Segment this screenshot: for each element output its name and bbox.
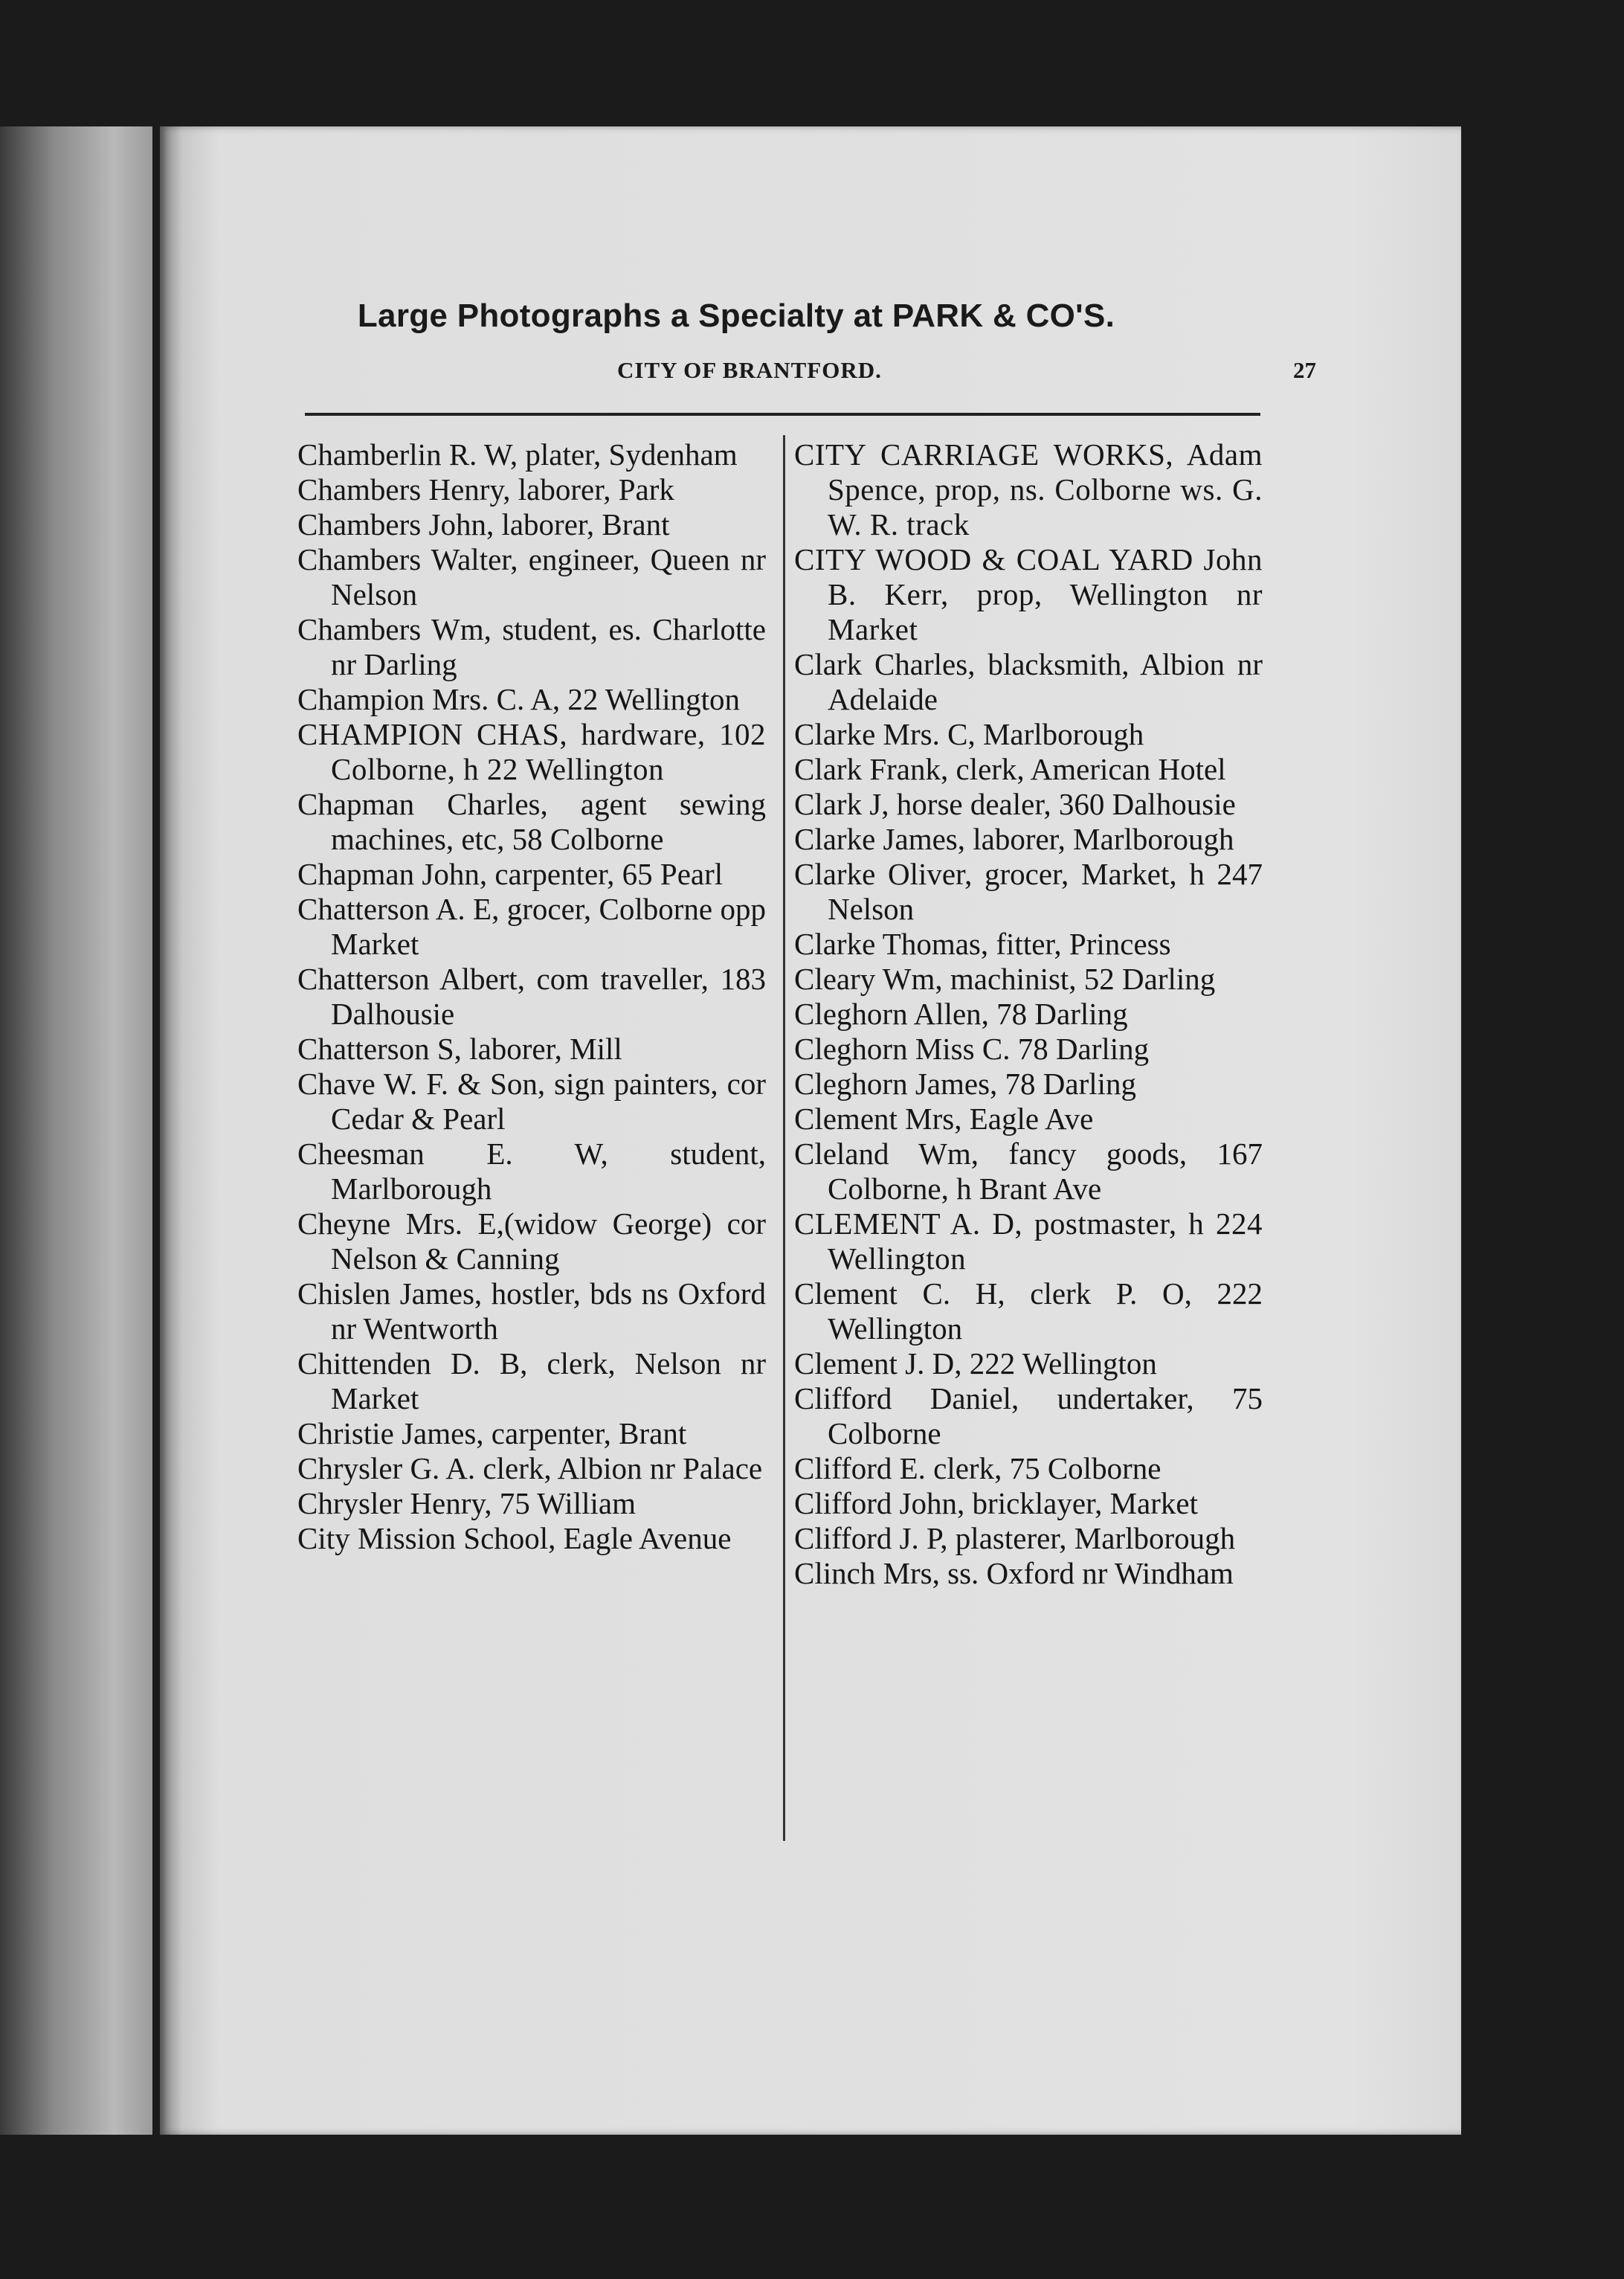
advertising-header: Large Photographs a Specialty at PARK & CO'S. xyxy=(357,298,1115,334)
directory-entry: CLEMENT A. D, postmaster, h 224 Wellington xyxy=(794,1206,1263,1276)
directory-entry: Cleary Wm, machinist, 52 Darling xyxy=(794,962,1216,996)
directory-entry: Clifford J. P, plasterer, Marlborough xyxy=(794,1521,1236,1555)
directory-entry: Clark Frank, clerk, American Hotel xyxy=(794,752,1226,786)
directory-entry: Chatterson A. E, grocer, Colborne opp Market xyxy=(297,892,766,961)
directory-entry: Clinch Mrs, ss. Oxford nr Windham xyxy=(794,1556,1234,1590)
directory-entry: Cleghorn James, 78 Darling xyxy=(794,1067,1137,1101)
directory-entry: Chatterson Albert, com traveller, 183 Dalhousie xyxy=(297,962,766,1031)
directory-entry: Chamberlin R. W, plater, Sydenham xyxy=(297,437,738,472)
directory-entry: CITY CARRIAGE WORKS, Adam Spence, prop, ns. Colborne ws. G. W. R. track xyxy=(794,437,1263,541)
directory-entry: Chambers John, laborer, Brant xyxy=(297,507,670,541)
directory-entry: Chislen James, hostler, bds ns Oxford nr Wentworth xyxy=(297,1276,766,1346)
directory-entry: Chrysler G. A. clerk, Albion nr Palace xyxy=(297,1451,763,1485)
page-number: 27 xyxy=(1293,357,1316,383)
directory-entry: Cleland Wm, fancy goods, 167 Colborne, h Brant Ave xyxy=(794,1137,1263,1206)
directory-entry: Cleghorn Allen, 78 Darling xyxy=(794,997,1128,1031)
directory-entry: Chrysler Henry, 75 William xyxy=(297,1486,636,1520)
directory-entry: CITY WOOD & COAL YARD John B. Kerr, prop, Wellington nr Market xyxy=(794,542,1263,646)
running-head xyxy=(305,357,1316,394)
directory-entry: Clarke Thomas, fitter, Princess xyxy=(794,927,1171,961)
directory-entry: Champion Mrs. C. A, 22 Wellington xyxy=(297,682,741,716)
directory-entry: Clarke James, laborer, Marlborough xyxy=(794,822,1234,856)
directory-entry: City Mission School, Eagle Avenue xyxy=(297,1521,732,1555)
left-column xyxy=(297,437,766,1556)
running-title: CITY OF BRANTFORD. xyxy=(617,357,882,383)
directory-entry: Clarke Mrs. C, Marlborough xyxy=(794,717,1144,751)
directory-entry: Clark Charles, blacksmith, Albion nr Adelaide xyxy=(794,647,1263,716)
directory-entry: Cheyne Mrs. E,(widow George) cor Nelson & Canning xyxy=(297,1206,766,1276)
directory-entry: Clark J, horse dealer, 360 Dalhousie xyxy=(794,787,1236,821)
directory-entry: Chambers Henry, laborer, Park xyxy=(297,472,674,507)
directory-entry: Chambers Walter, engineer, Queen nr Nelson xyxy=(297,542,766,611)
directory-entry: CHAMPION CHAS, hardware, 102 Colborne, h 22 Wellington xyxy=(297,717,766,786)
directory-entry: Clement C. H, clerk P. O, 222 Wellington xyxy=(794,1276,1263,1346)
directory-entry: Clarke Oliver, grocer, Market, h 247 Nelson xyxy=(794,857,1263,926)
directory-entry: Chapman John, carpenter, 65 Pearl xyxy=(297,857,724,891)
directory-entry: Clifford E. clerk, 75 Colborne xyxy=(794,1451,1161,1485)
directory-entry: Chambers Wm, student, es. Charlotte nr Darling xyxy=(297,612,766,681)
directory-entry: Chave W. F. & Son, sign painters, cor Cedar & Pearl xyxy=(297,1067,766,1136)
directory-entry: Chatterson S, laborer, Mill xyxy=(297,1032,622,1066)
right-column xyxy=(794,437,1263,1591)
directory-entry: Clifford Daniel, undertaker, 75 Colborne xyxy=(794,1381,1263,1450)
directory-entry: Chittenden D. B, clerk, Nelson nr Market xyxy=(297,1346,766,1415)
directory-entry: Christie James, carpenter, Brant xyxy=(297,1416,687,1450)
directory-entry: Clement J. D, 222 Wellington xyxy=(794,1346,1157,1380)
directory-entry: Cleghorn Miss C. 78 Darling xyxy=(794,1032,1150,1066)
facing-page-edge xyxy=(0,126,152,2135)
directory-entry: Chapman Charles, agent sewing machines, etc, 58 Colborne xyxy=(297,787,766,856)
directory-entry: Clifford John, bricklayer, Market xyxy=(794,1486,1198,1520)
directory-entry: Cheesman E. W, student, Marlborough xyxy=(297,1137,766,1206)
column-divider xyxy=(783,435,785,1841)
directory-entry: Clement Mrs, Eagle Ave xyxy=(794,1102,1094,1136)
header-rule xyxy=(305,413,1260,416)
